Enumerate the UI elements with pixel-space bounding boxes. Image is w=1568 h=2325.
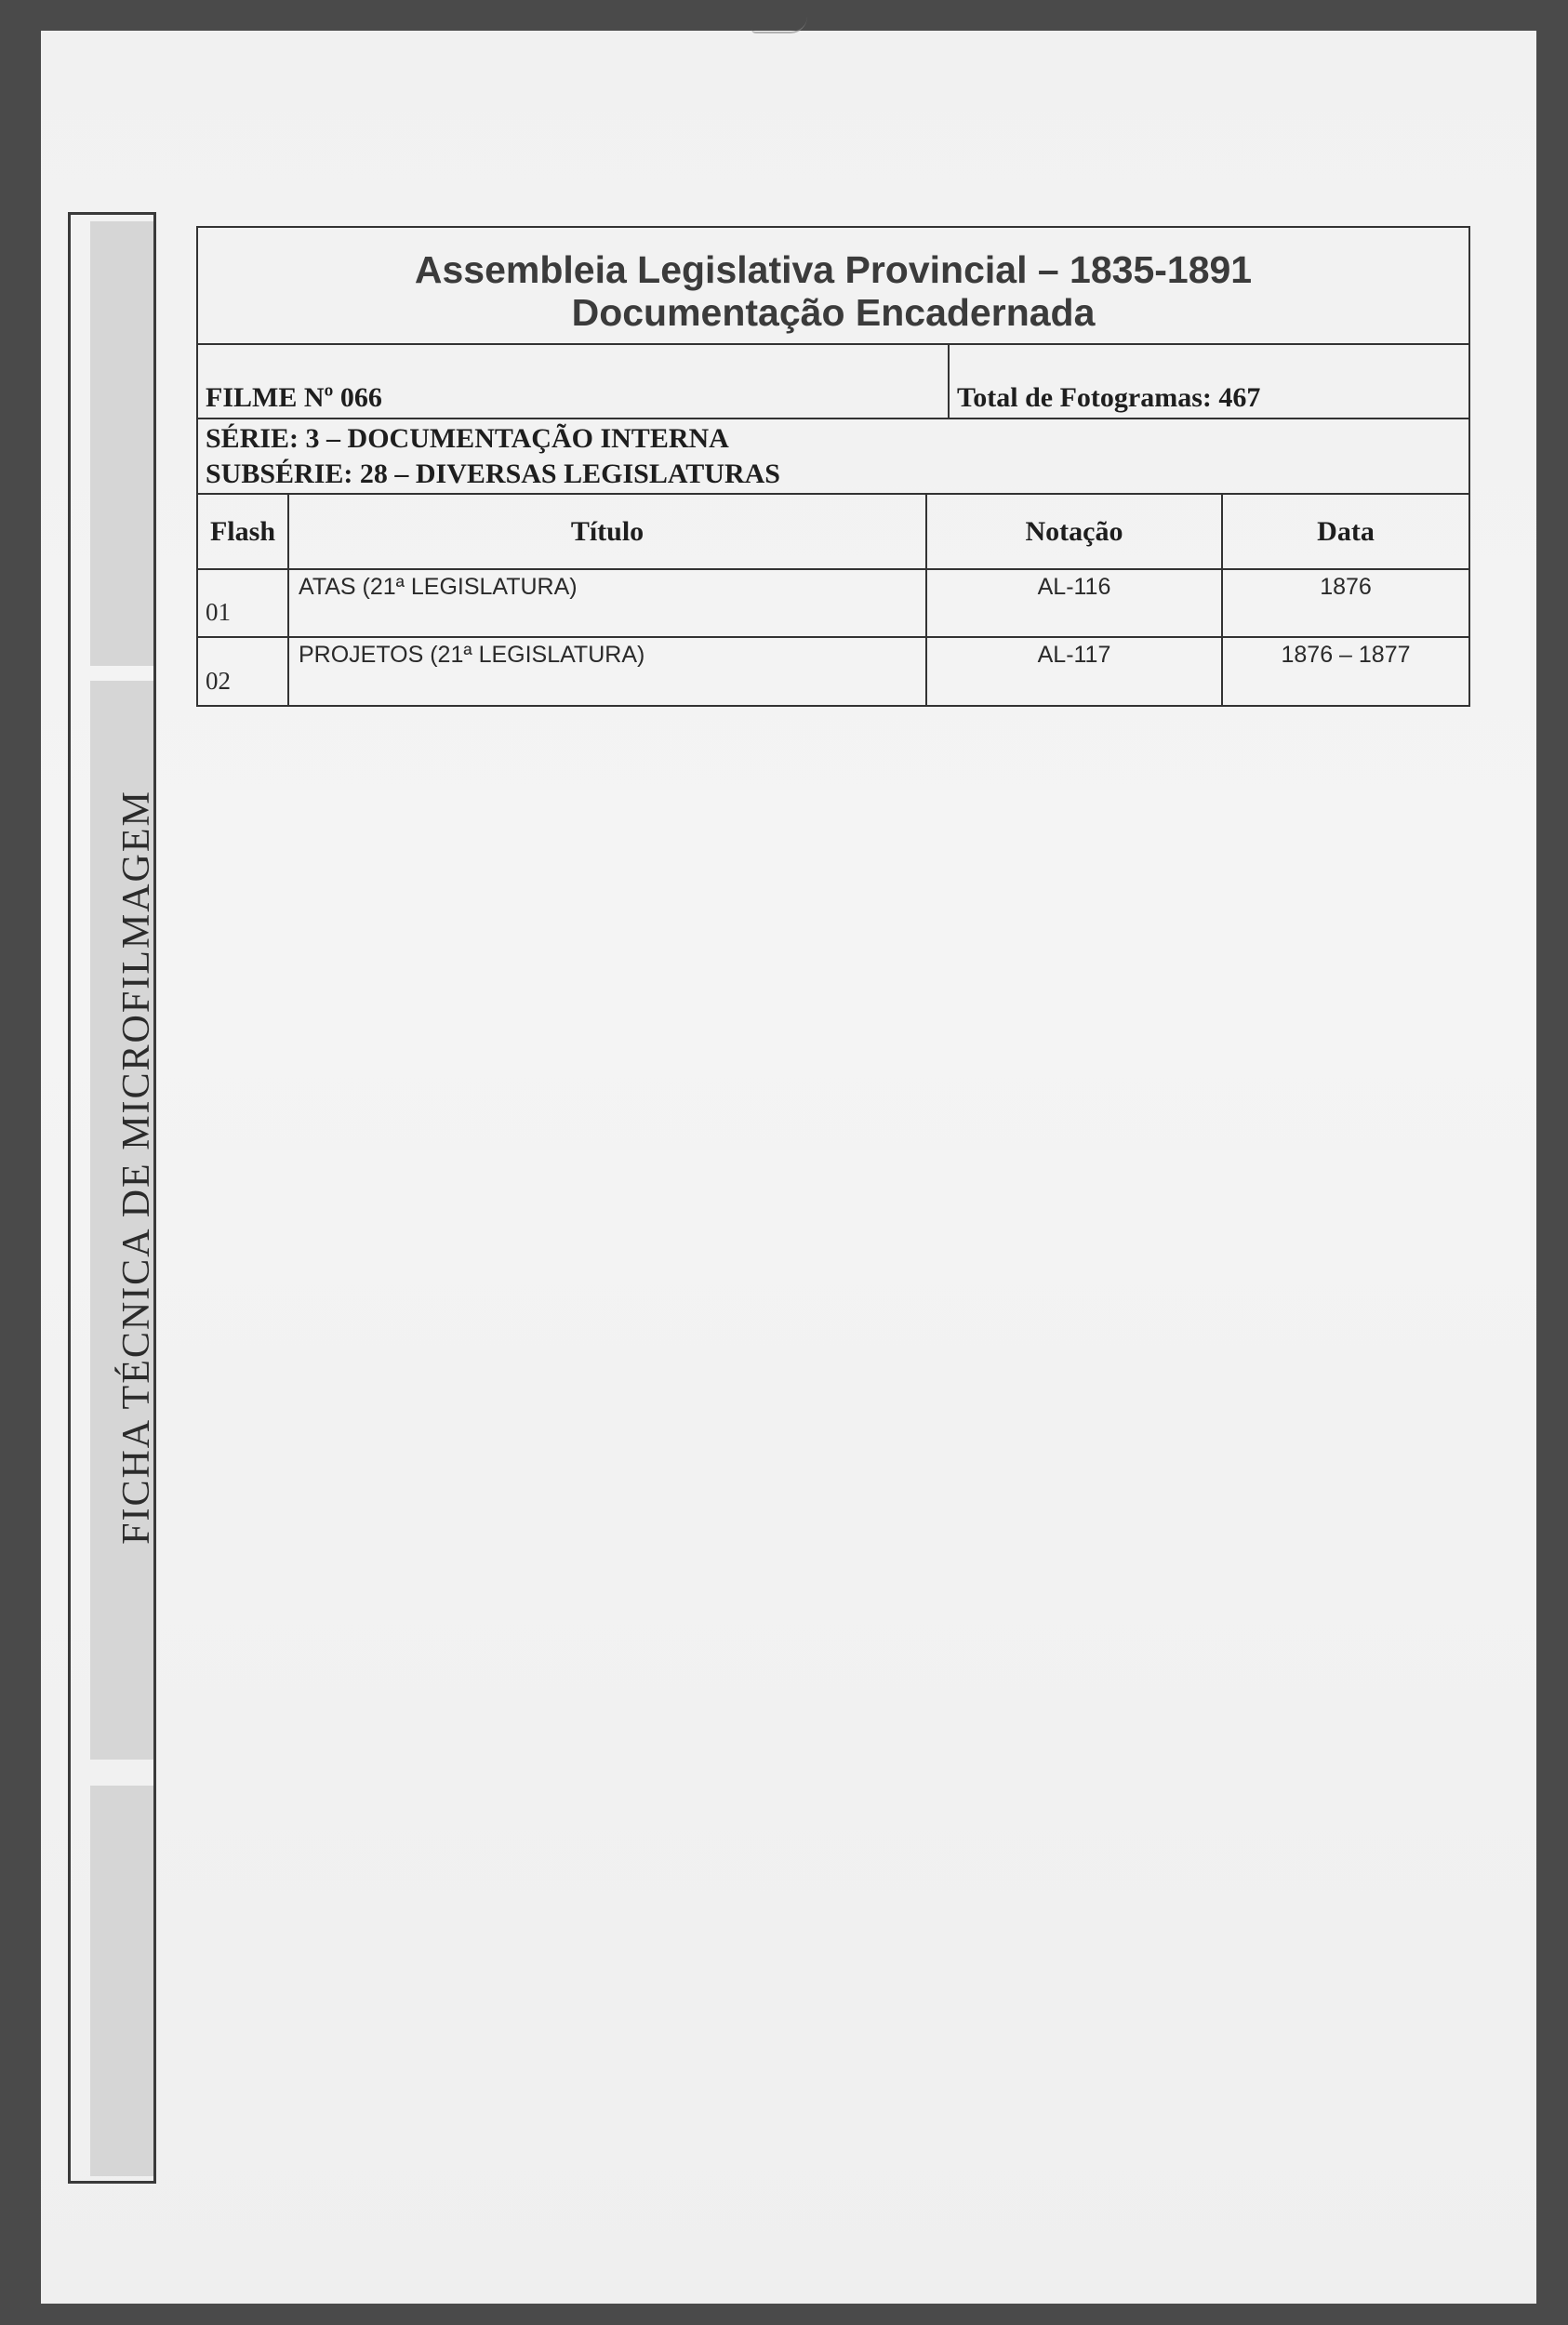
- cell-flash: 01: [198, 569, 288, 637]
- side-band-bottom: [90, 1786, 153, 2176]
- cell-flash: 02: [198, 637, 288, 705]
- cell-data: 1876: [1222, 569, 1468, 637]
- film-number: FILME Nº 066: [198, 345, 950, 418]
- header-flash: Flash: [198, 495, 288, 569]
- side-label: FICHA TÉCNICA DE MICROFILMAGEM: [115, 790, 158, 1545]
- header-titulo: Título: [288, 495, 926, 569]
- header-block: [198, 228, 1468, 345]
- cell-titulo: PROJETOS (21ª LEGISLATURA): [288, 637, 926, 705]
- table-row: [198, 569, 1468, 637]
- header-notacao: Notação: [926, 495, 1222, 569]
- series-block: [198, 419, 1468, 495]
- cell-data: 1876 – 1877: [1281, 642, 1411, 668]
- cell-notacao: AL-116: [926, 569, 1222, 637]
- header-data: Data: [1222, 495, 1468, 569]
- total-frames: Total de Fotogramas: 467: [957, 382, 1261, 413]
- scan-mark: [751, 17, 807, 33]
- subserie-label: SUBSÉRIE: 28 – DIVERSAS LEGISLATURAS: [206, 458, 780, 489]
- header-title: Assembleia Legislativa Provincial – 1835-1891: [414, 248, 1253, 291]
- table-header-row: [198, 495, 1468, 569]
- cell-notacao: AL-117: [926, 637, 1222, 705]
- items-table: [198, 495, 1468, 705]
- side-band-top: [90, 221, 153, 666]
- header-subtitle: Documentação Encadernada: [571, 291, 1096, 334]
- table-row: [198, 637, 1468, 705]
- serie-label: SÉRIE: 3 – DOCUMENTAÇÃO INTERNA: [206, 423, 729, 454]
- cell-titulo: ATAS (21ª LEGISLATURA): [288, 569, 926, 637]
- film-record-sheet: [196, 226, 1470, 707]
- film-info-row: [198, 345, 1468, 419]
